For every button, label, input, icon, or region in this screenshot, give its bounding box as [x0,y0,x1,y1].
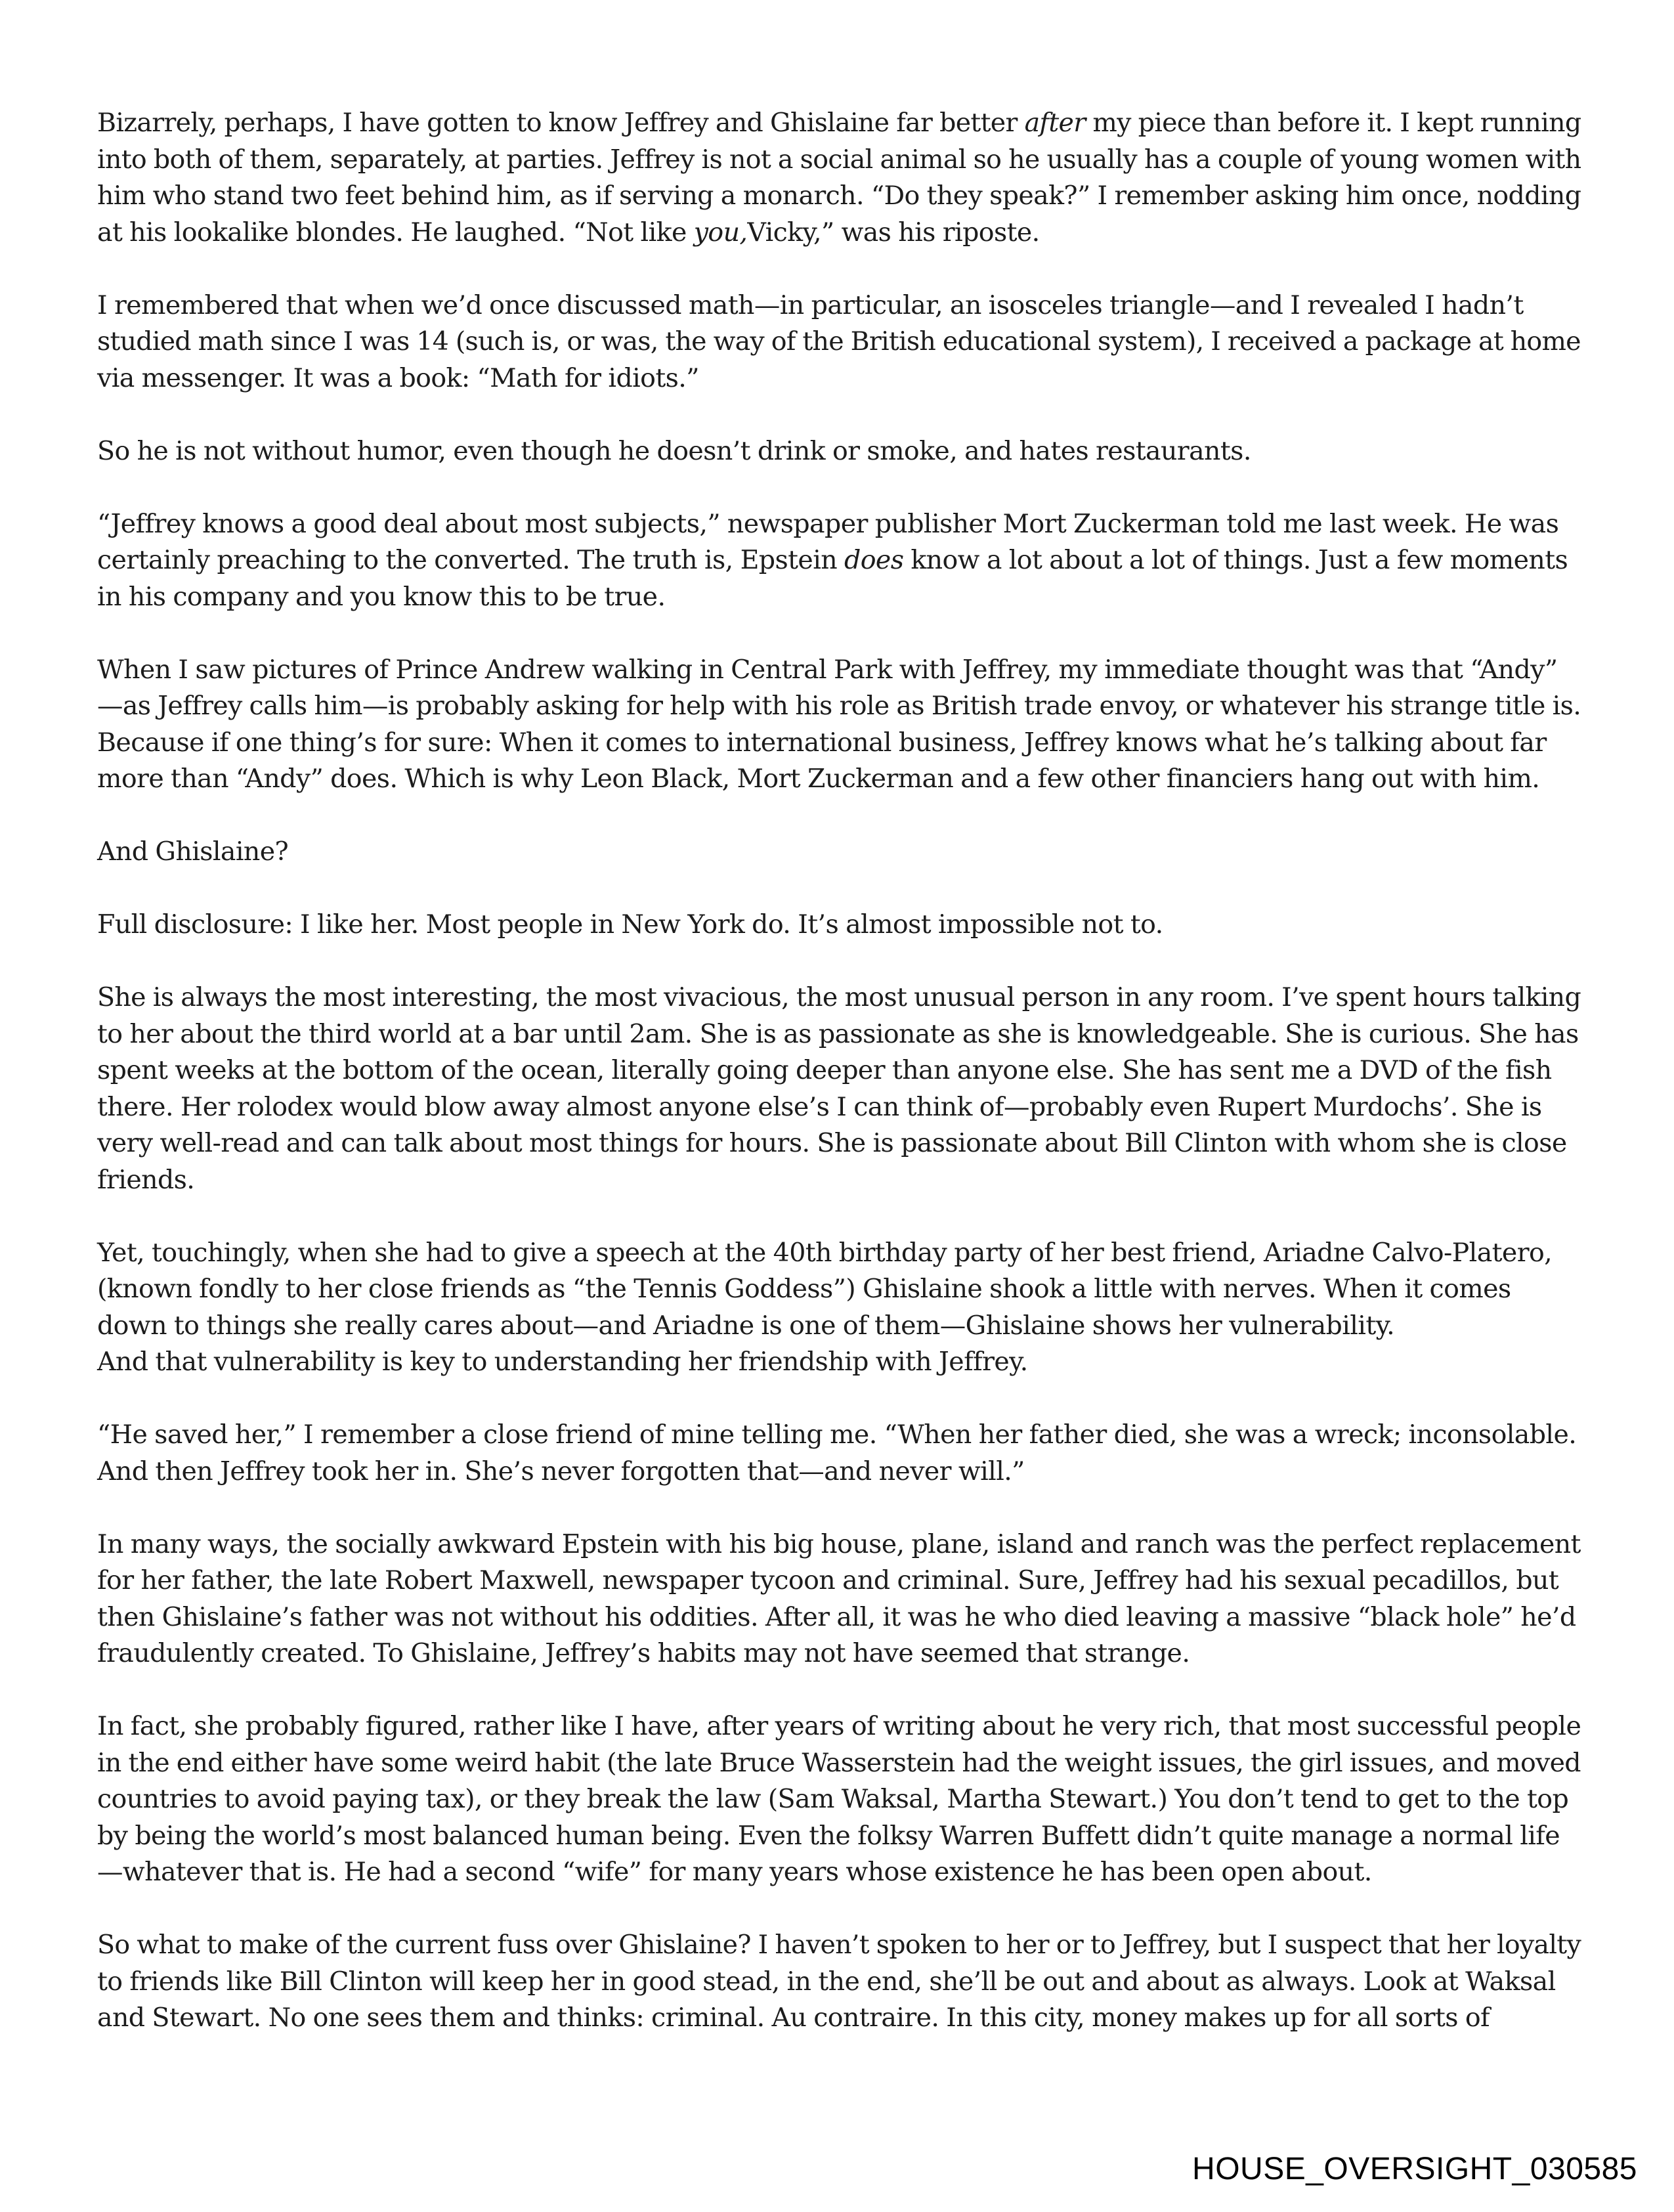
text-segment: Yet, touchingly, when she had to give a speech at the 40th birthday party of her best friend, Ariadne Calvo-Platero, [97,1237,1553,1268]
text-segment: And that vulnerability is key to understanding her friendship with Jeffrey. [97,1347,1028,1377]
text-segment: by being the world’s most balanced human being. Even the folksy Warren Buffett didn’t quite manage a normal life [97,1820,1560,1851]
text-line [97,324,1581,360]
text-segment: And then Jeffrey took her in. She’s never forgotten that—and never will.” [97,1456,1025,1486]
text-line [97,1708,1581,1745]
text-line [97,907,1581,943]
italic-text: after [1024,108,1086,138]
text-line [97,288,1581,324]
text-segment: to friends like Bill Clinton will keep her in good stead, in the end, she’ll be out and about as always. Look at Waksal [97,1966,1556,1997]
text-line [97,1417,1581,1454]
document-body [97,105,1581,2073]
text-line [97,761,1581,798]
text-line [97,1854,1581,1891]
paragraph [97,1927,1581,2037]
text-line [97,1162,1581,1199]
text-segment: via messenger. It was a book: “Math for idiots.” [97,362,699,393]
paragraph [97,288,1581,397]
text-line [97,1089,1581,1126]
text-line [97,105,1581,142]
text-segment: and Stewart. No one sees them and thinks: criminal. Au contraire. In this city, money makes up for all sorts of [97,2003,1490,2033]
text-line [97,688,1581,725]
text-segment: down to things she really cares about—and Ariadne is one of them—Ghislaine shows her vulnerability. [97,1310,1395,1341]
text-line [97,980,1581,1016]
italic-text: you, [693,217,748,248]
bates-number: HOUSE_OVERSIGHT_030585 [1192,2152,1637,2186]
paragraph [97,652,1581,798]
text-segment: my piece than before it. I kept running [1085,108,1581,138]
text-segment: to her about the third world at a bar until 2am. She is as passionate as she is knowledgeable. She is curious. She has [97,1018,1579,1049]
text-line [97,1527,1581,1563]
text-segment: —whatever that is. He had a second “wife” for many years whose existence he has been open about. [97,1857,1372,1887]
text-segment: at his lookalike blondes. He laughed. “Not like [97,217,694,248]
text-line [97,834,1581,871]
text-segment: I remembered that when we’d once discussed math—in particular, an isosceles triangle—and I revealed I hadn’t [97,290,1524,320]
text-segment: very well-read and can talk about most things for hours. She is passionate about Bill Clinton with whom she is close [97,1128,1567,1158]
text-segment: in the end either have some weird habit (the late Bruce Wasserstein had the weight issues, the girl issues, and moved [97,1747,1581,1778]
text-segment: She is always the most interesting, the most vivacious, the most unusual person in any room. I’ve spent hours talking [97,982,1581,1012]
paragraph [97,433,1581,470]
italic-text: does [844,545,904,575]
text-segment: certainly preaching to the converted. The truth is, Epstein [97,545,845,575]
text-segment: him who stand two feet behind him, as if serving a monarch. “Do they speak?” I remember asking him once, nodding [97,181,1581,211]
text-segment: in his company and you know this to be true. [97,581,666,612]
paragraph [97,1708,1581,1891]
text-segment: Because if one thing’s for sure: When it comes to international business, Jeffrey knows what he’s talking about far [97,727,1547,758]
text-segment: —as Jeffrey calls him—is probably asking for help with his role as British trade envoy, or whatever his strange title is. [97,691,1581,721]
text-line [97,1344,1581,1381]
text-segment: know a lot about a lot of things. Just a few moments [903,545,1568,575]
text-line [97,360,1581,397]
paragraph [97,834,1581,871]
text-line [97,1563,1581,1599]
text-segment: friends. [97,1164,195,1195]
paragraph [97,1417,1581,1490]
text-line [97,1125,1581,1162]
text-line [97,1235,1581,1272]
text-segment: into both of them, separately, at parties. Jeffrey is not a social animal so he usually has a couple of young women with [97,144,1581,175]
text-line [97,1454,1581,1490]
text-segment: spent weeks at the bottom of the ocean, literally going deeper than anyone else. She has sent me a DVD of the fish [97,1055,1552,1085]
paragraph [97,105,1581,251]
text-line [97,142,1581,179]
text-segment: Bizarrely, perhaps, I have gotten to know Jeffrey and Ghislaine far better [97,108,1025,138]
text-line [97,2000,1581,2037]
text-segment: (known fondly to her close friends as “the Tennis Goddess”) Ghislaine shook a little with nerves. When it comes [97,1274,1511,1304]
text-line [97,1271,1581,1308]
paragraph [97,1527,1581,1672]
text-line [97,579,1581,616]
text-segment: fraudulently created. To Ghislaine, Jeffrey’s habits may not have seemed that strange. [97,1638,1190,1668]
text-segment: there. Her rolodex would blow away almost anyone else’s I can think of—probably even Rupert Murdochs’. She is [97,1091,1542,1122]
text-line [97,506,1581,543]
text-line [97,542,1581,579]
text-line [97,652,1581,689]
text-line [97,1636,1581,1672]
text-line [97,1016,1581,1053]
text-segment: more than “Andy” does. Which is why Leon Black, Mort Zuckerman and a few other financiers hang out with him. [97,764,1540,794]
text-line [97,1745,1581,1782]
text-segment: Full disclosure: I like her. Most people in New York do. It’s almost impossible not to. [97,909,1163,940]
paragraph [97,1235,1581,1381]
text-line [97,178,1581,215]
text-line [97,1781,1581,1818]
text-line [97,1964,1581,2001]
text-segment: So what to make of the current fuss over Ghislaine? I haven’t spoken to her or to Jeffrey, but I suspect that her loyalty [97,1930,1581,1960]
text-line [97,1818,1581,1855]
text-line [97,725,1581,762]
text-segment: And Ghislaine? [97,836,289,867]
text-segment: countries to avoid paying tax), or they break the law (Sam Waksal, Martha Stewart.) You don’t tend to get to the top [97,1784,1569,1814]
paragraph [97,980,1581,1198]
text-segment: In fact, she probably figured, rather like I have, after years of writing about he very rich, that most successful people [97,1711,1581,1741]
text-segment: “He saved her,” I remember a close friend of mine telling me. “When her father died, she was a wreck; inconsolable. [97,1420,1577,1450]
text-segment: So he is not without humor, even though he doesn’t drink or smoke, and hates restaurants. [97,435,1251,466]
text-line [97,1308,1581,1345]
text-segment: In many ways, the socially awkward Epstein with his big house, plane, island and ranch was the perfect replacement [97,1529,1581,1559]
text-segment: then Ghislaine’s father was not without his oddities. After all, it was he who died leaving a massive “black hole” he’d [97,1601,1576,1632]
text-segment: “Jeffrey knows a good deal about most subjects,” newspaper publisher Mort Zuckerman told me last week. He was [97,508,1559,539]
paragraph [97,907,1581,943]
text-segment: When I saw pictures of Prince Andrew walking in Central Park with Jeffrey, my immediate thought was that “Andy” [97,654,1558,685]
text-segment: studied math since I was 14 (such is, or was, the way of the British educational system), I received a package at home [97,326,1581,357]
text-line [97,433,1581,470]
text-line [97,1927,1581,1964]
text-line [97,1052,1581,1089]
text-line [97,1599,1581,1636]
paragraph [97,506,1581,616]
text-line [97,215,1581,251]
text-segment: Vicky,” was his riposte. [747,217,1040,248]
text-segment: for her father, the late Robert Maxwell, newspaper tycoon and criminal. Sure, Jeffrey had his sexual pecadillos, but [97,1565,1559,1595]
